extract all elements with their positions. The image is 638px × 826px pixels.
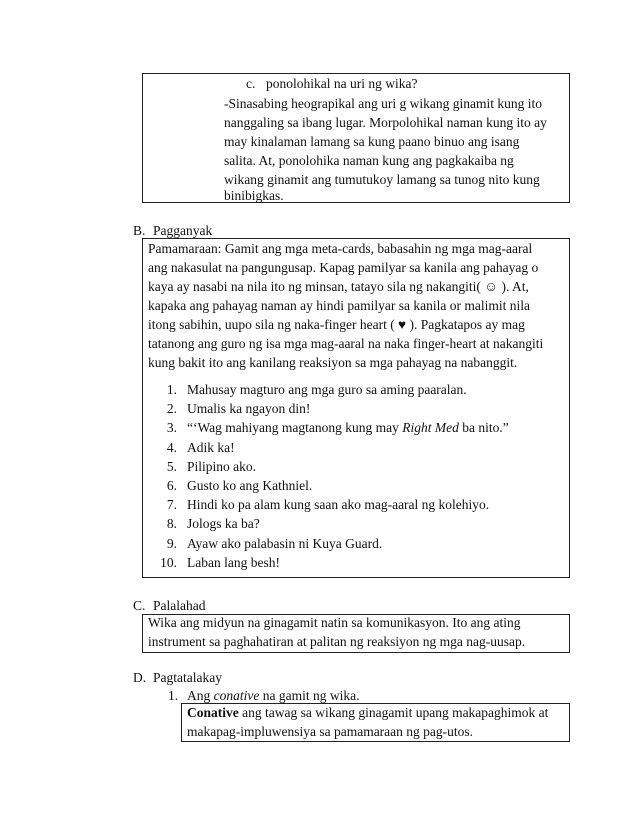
answer-line-5: wikang ginamit ang tumutukoy lamang sa tunog nito kung — [224, 172, 540, 187]
list-item-text-post: ba nito.” — [458, 420, 509, 436]
pagganyak-line-4: kapaka ang pahayag naman ay hindi pamilyar sa kanila or malimit nila — [148, 298, 530, 313]
list-item-number: 7. — [166, 497, 177, 513]
pagganyak-line-6: tatanong ang guro ng isa mga mag-aaral na naka finger-heart at nakangiti — [148, 336, 544, 351]
list-item — [166, 534, 509, 553]
section-c-letter: C. — [133, 598, 146, 613]
conative-box-line-1 — [187, 704, 548, 722]
list-item — [160, 553, 509, 572]
list-item-number: 9. — [166, 535, 177, 551]
list-item-number: 4. — [166, 439, 177, 455]
pagganyak-line-7: kung bakit ito ang kanilang reaksiyon sa mga pahayag na nabanggit. — [148, 355, 518, 370]
list-item — [166, 514, 509, 533]
statement-list — [160, 380, 509, 572]
section-d-title: Pagtatalakay — [153, 670, 222, 685]
list-item — [166, 380, 509, 399]
list-item — [166, 418, 509, 437]
list-item-number: 2. — [166, 401, 177, 417]
pagganyak-line-5: itong sabihin, uupo sila ng naka-finger heart ( ♥ ). Pagkatapos ay mag — [148, 317, 525, 332]
answer-line-1: -Sinasabing heograpikal ang uri g wikang ginamit kung ito — [224, 96, 542, 111]
list-item-text: Jologs ka ba? — [187, 516, 260, 532]
section-d-letter: D. — [133, 670, 147, 685]
conative-item-italic: conative — [213, 688, 260, 703]
pagganyak-line-3: kaya ay nasabi na nila ito ng minsan, tatayo sila ng nakangiti( ☺ ). At, — [148, 279, 529, 294]
list-item-number: 1. — [166, 382, 177, 397]
list-item-number: 6. — [166, 477, 177, 493]
list-item-text: Laban lang besh! — [187, 554, 280, 570]
list-item-number: 8. — [166, 516, 177, 532]
list-item-number: 3. — [166, 420, 177, 436]
conative-box-line-2: makapag-impluwensiya sa pamamaraan ng pag-utos. — [187, 724, 474, 739]
list-item — [166, 457, 509, 476]
list-item-text: Pilipino ako. — [187, 458, 257, 474]
section-b-letter: B. — [133, 223, 146, 238]
list-item — [166, 399, 509, 418]
answer-line-3: may kinalaman lamang sa kung paano binuo ang isang — [224, 134, 520, 149]
list-item-text-italic: Right Med — [402, 420, 459, 436]
item-c-marker: c. — [246, 76, 256, 91]
palalahad-line-2: instrument sa paghahatiran at palitan ng reaksiyon ng mga nag-uusap. — [148, 634, 526, 649]
section-c-title: Palalahad — [153, 598, 206, 613]
conative-item-pre: Ang — [187, 688, 214, 703]
conative-term: Conative — [187, 705, 239, 720]
list-item-text: Ayaw ako palabasin ni Kuya Guard. — [187, 535, 383, 551]
palalahad-line-1: Wika ang midyun na ginagamit natin sa komunikasyon. Ito ang ating — [148, 615, 521, 630]
conative-item-number: 1. — [168, 688, 179, 703]
list-item-text: Adik ka! — [187, 439, 235, 455]
pagganyak-line-2: ang nakasulat na pangungusap. Kapag pamilyar sa kanila ang pahayag o — [148, 260, 539, 275]
section-b-title: Pagganyak — [153, 223, 213, 238]
list-item-text: Umalis ka ngayon din! — [187, 401, 311, 417]
list-item — [166, 476, 509, 495]
answer-line-4: salita. At, ponolohika naman kung ang pagkakaiba ng — [224, 153, 514, 168]
conative-item-post: na gamit ng wika. — [259, 688, 360, 703]
list-item-text-pre: “‘Wag mahiyang magtanong kung may — [187, 420, 403, 436]
conative-box-line-1-rest: ang tawag sa wikang ginagamit upang makapaghimok at — [238, 705, 549, 720]
list-item — [166, 495, 509, 514]
list-item-number: 10. — [160, 554, 177, 570]
answer-line-6: binibigkas. — [224, 188, 284, 203]
list-item-text: Mahusay magturo ang mga guro sa aming paaralan. — [187, 382, 467, 397]
item-c-title: ponolohikal na uri ng wika? — [266, 76, 418, 91]
answer-line-2: nanggaling sa ibang lugar. Morpolohikal naman kung ito ay — [224, 115, 547, 130]
pagganyak-line-1: Pamamaraan: Gamit ang mga meta-cards, babasahin ng mga mag-aaral — [148, 241, 533, 256]
list-item-text: Gusto ko ang Kathniel. — [187, 477, 313, 493]
list-item-number: 5. — [166, 458, 177, 474]
list-item — [166, 438, 509, 457]
list-item-text: Hindi ko pa alam kung saan ako mag-aaral ng kolehiyo. — [187, 497, 490, 513]
